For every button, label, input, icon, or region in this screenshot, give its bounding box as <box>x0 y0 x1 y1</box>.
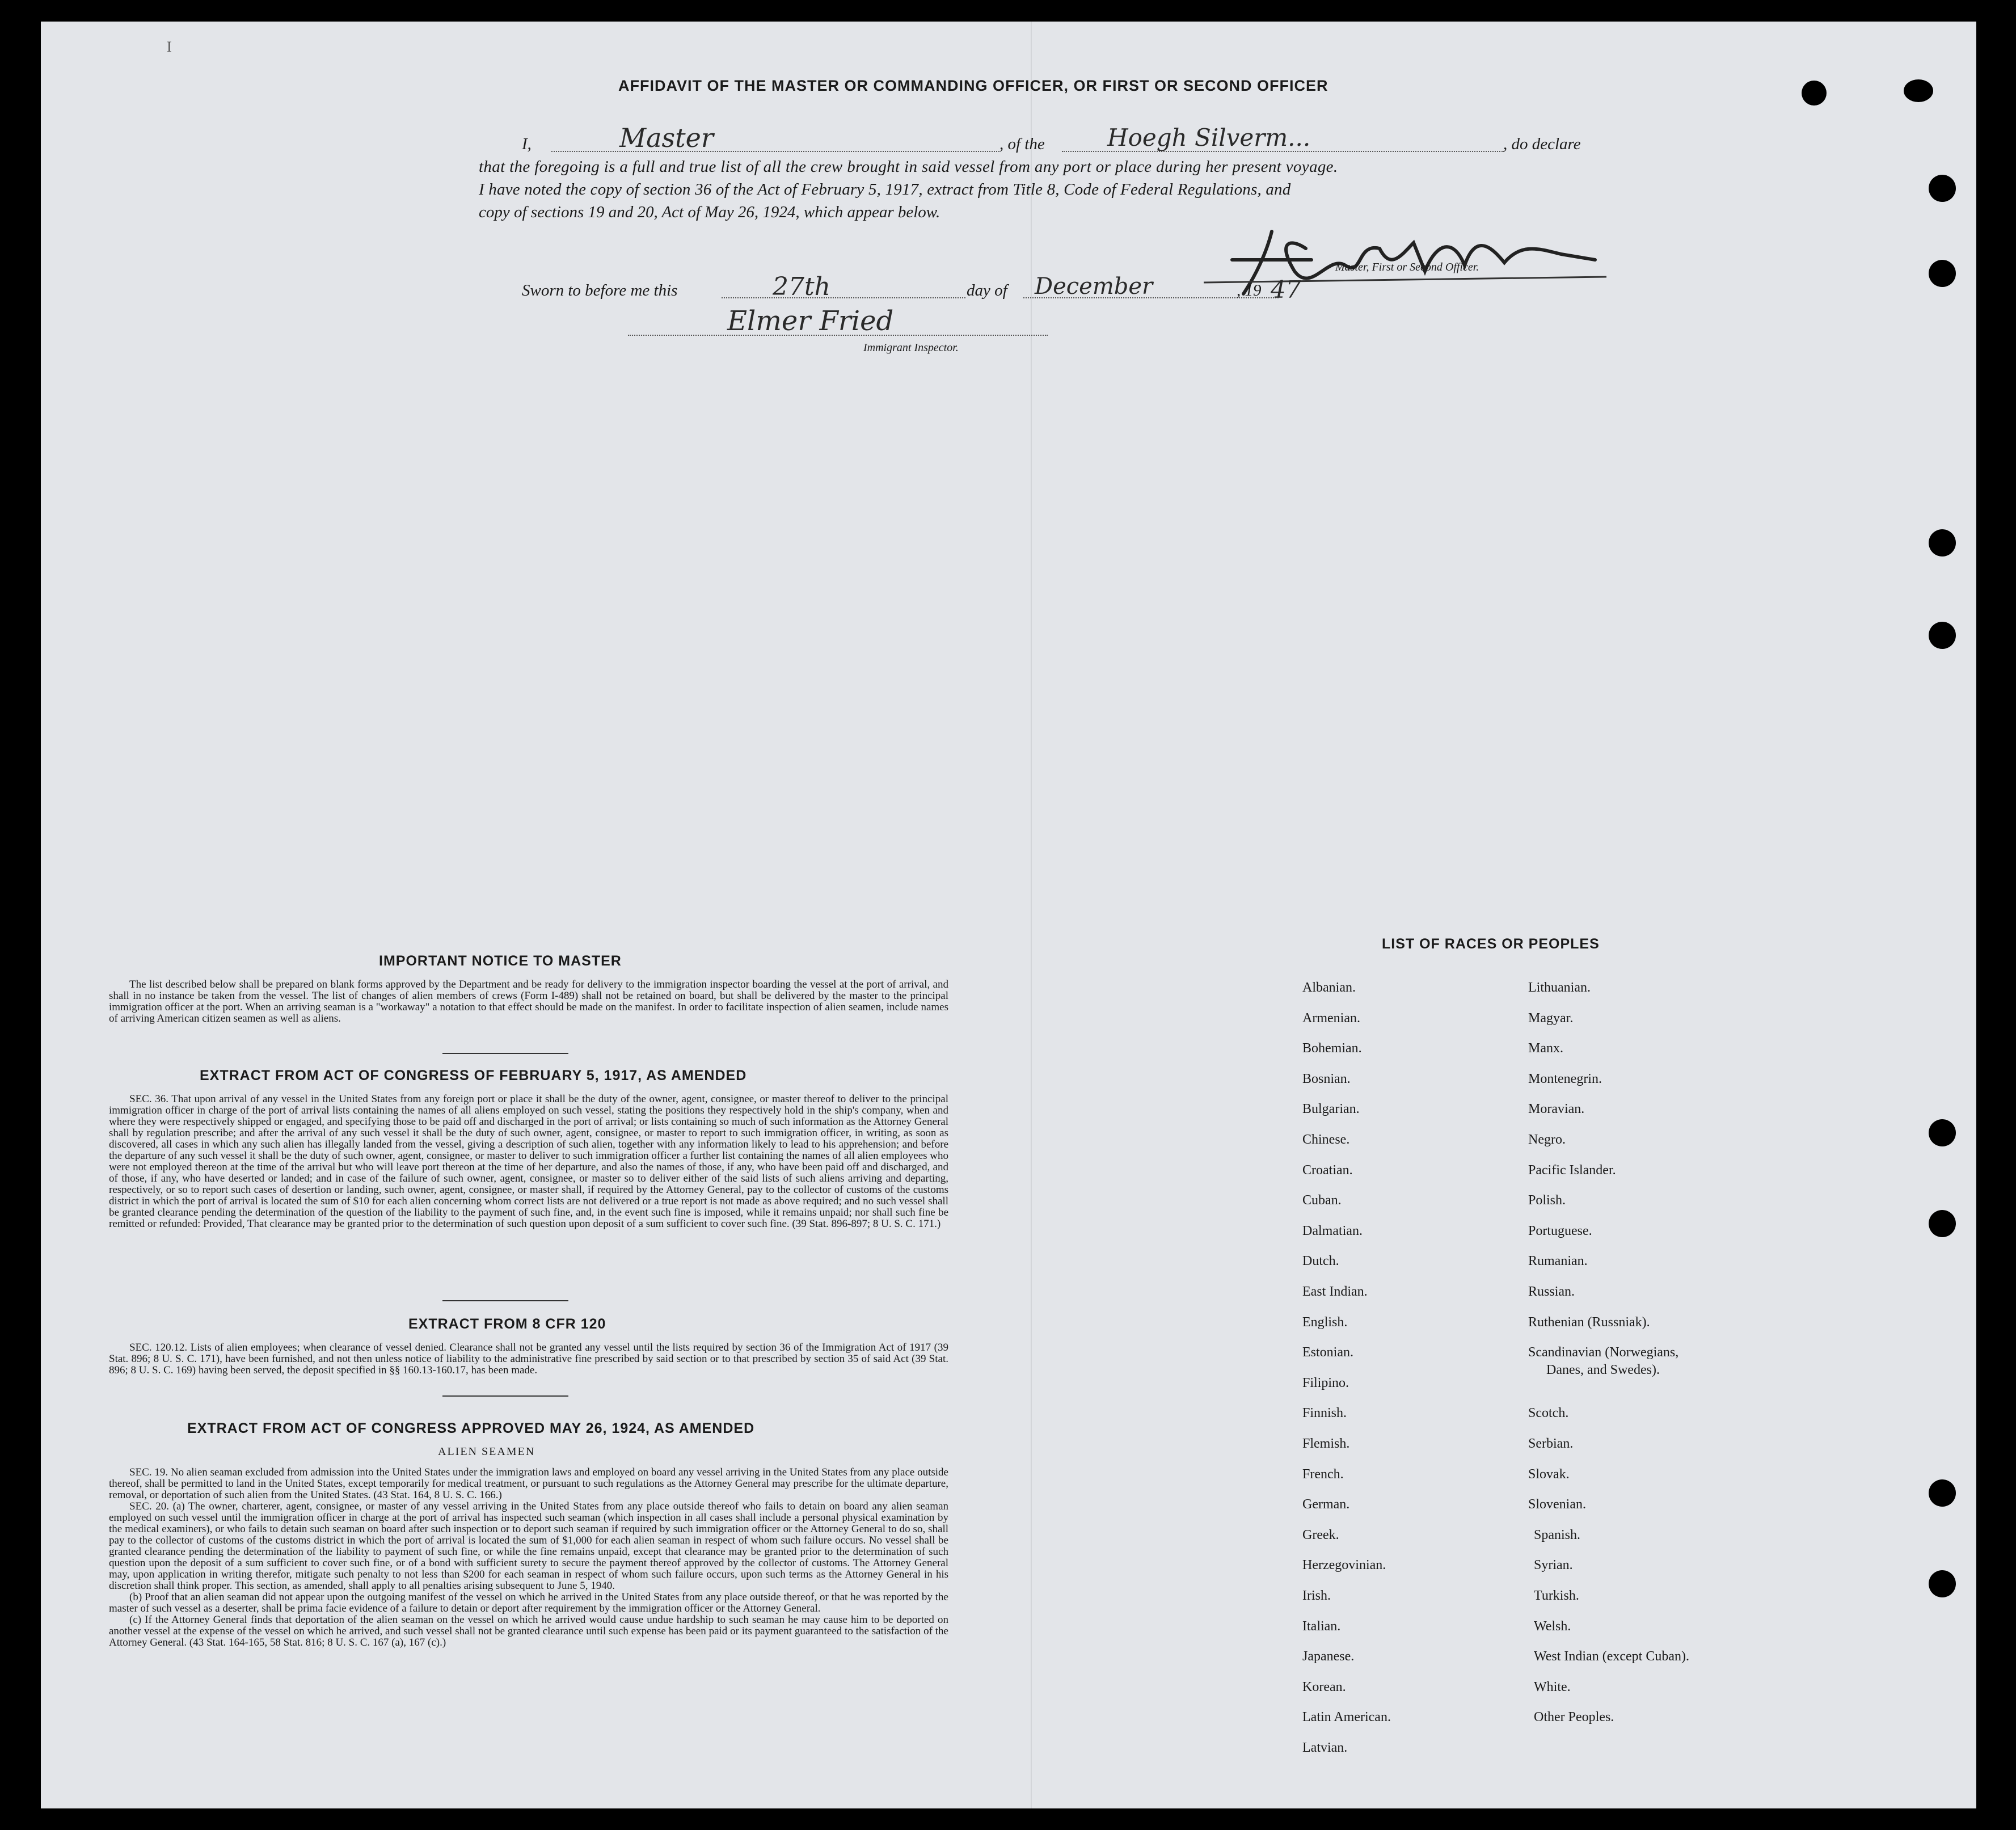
sworn-day-blank <box>722 297 965 298</box>
notice-title: IMPORTANT NOTICE TO MASTER <box>379 953 622 969</box>
punch-hole <box>1929 1570 1956 1597</box>
race-left: Korean. <box>1302 1680 1346 1694</box>
race-right: Montenegrin. <box>1528 1072 1602 1086</box>
race-right: Syrian. <box>1534 1558 1573 1572</box>
extract-1924-title: EXTRACT FROM ACT OF CONGRESS APPROVED MAY 26, 1924, AS AMENDED <box>187 1420 755 1436</box>
race-right: Negro. <box>1528 1132 1566 1147</box>
race-left: East Indian. <box>1302 1284 1368 1299</box>
master-caption: Master, First or Second Officer. <box>1335 261 1479 273</box>
race-left: Cuban. <box>1302 1193 1342 1208</box>
race-left: Bosnian. <box>1302 1072 1351 1086</box>
extract-1917-title: EXTRACT FROM ACT OF CONGRESS OF FEBRUARY 5, 1917, AS AMENDED <box>200 1068 747 1083</box>
extract-cfr-text <box>109 1342 948 1376</box>
race-left: Herzegovinian. <box>1302 1558 1386 1572</box>
punch-hole <box>1929 260 1956 287</box>
sec36-paragraph: SEC. 36. That upon arrival of any vessel in the United States from any foreign port or place it shall be the duty of the owner, agent, consignee, or master thereof to deliver to the principal immigration officer in charge of the port of arrival lists containing the names of all aliens employed on such vessel, stating the positions they respectively hold in the ship's company, when and where they were respectively shipped or engaged, and specifying those to be paid off and discharged in the port of arrival; or lists containing so much of such information as the Attorney General shall by regulation prescribe; and after the arrival of any such vessel it shall be the duty of such owner, agent, consignee, or master to report to such immigration officer, in writing, as soon as discovered, all cases in which any such alien has illegally landed from the vessel, giving a description of such alien, together with any information likely to lead to his apprehension; and before the departure of any such vessel it shall be the duty of such owner, agent, consignee, or master to deliver to such immigration officer a further list containing the names of all alien employees who were not employed thereon at the time of the arrival but who will leave port thereon at the time of her departure, and also the names of those, if any, who have been paid off and discharged, and of those, if any, who have deserted or landed; and in case of the failure of such owner, agent, consignee, or master so to deliver either of the said lists of such aliens arriving and departing, respectively, or so to report such cases of desertion or landing, such owner, agent, consignee, or master shall, if required by the Attorney General, pay to the collector of customs of the customs district in which the port of arrival is located the sum of $10 for each alien concerning whom correct lists are not delivered or a true report is not made as above required; and no such vessel shall be granted clearance pending the determination of the question of the liability to the payment of such fine, and, in the event such fine is imposed, while it remains unpaid; nor shall such fine be remitted or refunded: Provided, That clearance may be granted prior to the determination of such question upon deposit of a sum sufficient to cover such fine. (39 Stat. 896-897; 8 U. S. C. 171.) <box>109 1093 948 1230</box>
affidavit-title: AFFIDAVIT OF THE MASTER OR COMMANDING OFFICER, OR FIRST OR SECOND OFFICER <box>618 77 1328 94</box>
race-right: Ruthenian (Russniak). <box>1528 1315 1650 1330</box>
sec20a-paragraph: SEC. 20. (a) The owner, charterer, agent, consignee, or master of any vessel arriving in the United States from any place outside thereof who fails to detain on board any alien seaman employed on such vessel until the immigration officer in charge at the port of arrival has inspected such seaman (which inspection in all cases shall include a personal physical examination by the medical examiners), or who fails to detain such seaman on board after such inspection or to deport such seaman if required by such immigration officer or the Attorney General to do so, shall pay to the collector of customs of the customs district in which the port of arrival is located the sum of $1,000 for each alien seaman in respect of whom such failure occurs. No vessel shall be granted clearance pending the determination of the liability to payment of such fine, or while the fine remains unpaid, except that clearance may be granted prior to the determination of such question upon the deposit of a sum sufficient to cover such fine, or of a bond with sufficient surety to secure the payment thereof approved by the collector of customs. The Attorney General may, upon application in writing therefor, mitigate such penalty to not less than $200 for each seaman in respect of whom such failure occurs, upon such terms as the Attorney General in his discretion shall think proper. This section, as amended, shall apply to all penalties arising subsequent to June 5, 1940. <box>109 1500 948 1592</box>
inspector-blank <box>628 335 1048 336</box>
race-right: Slovenian. <box>1528 1497 1586 1512</box>
race-left: Armenian. <box>1302 1011 1360 1026</box>
day-of-label: day of <box>967 281 1007 300</box>
race-left: Greek. <box>1302 1528 1339 1542</box>
race-right: Other Peoples. <box>1534 1710 1614 1724</box>
divider <box>442 1395 568 1397</box>
punch-hole <box>1802 81 1827 106</box>
race-left: Filipino. <box>1302 1376 1349 1390</box>
race-left: Irish. <box>1302 1588 1331 1603</box>
year-handwritten: 47 <box>1271 276 1301 303</box>
race-right: Pacific Islander. <box>1528 1163 1616 1178</box>
extract-1924-text <box>109 1467 948 1648</box>
master-name-handwritten: Master <box>619 123 714 153</box>
race-right: Polish. <box>1528 1193 1566 1208</box>
race-left: Dutch. <box>1302 1254 1339 1268</box>
race-right: Rumanian. <box>1528 1254 1588 1268</box>
race-left: Albanian. <box>1302 980 1356 995</box>
race-left: Italian. <box>1302 1619 1341 1634</box>
affidavit-line-1: that the foregoing is a full and true list of all the crew brought in said vessel from any port or place during her present voyage. <box>479 158 1338 176</box>
name-blank <box>551 151 999 152</box>
race-right: Danes, and Swedes). <box>1546 1363 1660 1377</box>
sec20b-paragraph: (b) Proof that an alien seaman did not appear upon the outgoing manifest of the vessel on which he arrived in the United States from any place outside thereof, or that he was reported by the master of such vessel as a deserter, shall be prima facie evidence of a failure to detain or deport after requirement by the immigration officer or the Attorney General. <box>109 1591 948 1614</box>
race-left: Bulgarian. <box>1302 1102 1360 1116</box>
race-left: Finnish. <box>1302 1406 1347 1420</box>
race-right: Russian. <box>1528 1284 1575 1299</box>
punch-hole <box>1929 1119 1956 1146</box>
race-left: Bohemian. <box>1302 1041 1362 1056</box>
punch-hole <box>1929 175 1956 202</box>
race-right: Portuguese. <box>1528 1224 1592 1238</box>
page-mark: I <box>167 39 172 55</box>
race-right: Serbian. <box>1528 1436 1574 1451</box>
vessel-name-handwritten: Hoegh Silverm... <box>1107 124 1311 151</box>
race-right: Lithuanian. <box>1528 980 1591 995</box>
race-left: Dalmatian. <box>1302 1224 1363 1238</box>
divider <box>442 1053 568 1054</box>
extract-1917-text <box>109 1094 948 1230</box>
race-left: German. <box>1302 1497 1350 1512</box>
document-sheet <box>41 22 1976 1808</box>
race-left: Japanese. <box>1302 1649 1355 1664</box>
affidavit-i-label: I, <box>522 135 532 153</box>
race-right: Manx. <box>1528 1041 1563 1056</box>
race-right: White. <box>1534 1680 1571 1694</box>
punch-hole <box>1929 622 1956 649</box>
do-declare-label: , do declare <box>1503 135 1581 153</box>
sec120-paragraph: SEC. 120.12. Lists of alien employees; when clearance of vessel denied. Clearance shall not be granted any vessel until the lists required by section 36 of the Immigration Act of 1917 (39 Stat. 896; 8 U. S. C. 171), have been furnished, and not then unless notice of liability to the administrative fine prescribed by said section or to that prescribed by section 35 of said Act (39 Stat. 896; 8 U. S. C. 169) having been served, the deposit specified in §§ 160.13-160.17, has been made. <box>109 1342 948 1376</box>
alien-seamen-subtitle: ALIEN SEAMEN <box>438 1445 535 1458</box>
fold-line <box>1031 22 1032 1808</box>
of-the-label: , of the <box>999 135 1045 153</box>
race-right: Turkish. <box>1534 1588 1579 1603</box>
races-title: LIST OF RACES OR PEOPLES <box>1382 936 1600 952</box>
punch-hole <box>1929 1210 1956 1237</box>
divider <box>442 1300 568 1301</box>
sec19-paragraph: SEC. 19. No alien seaman excluded from admission into the United States under the immigration laws and employed on board any vessel arriving in the United States from any place outside thereof, shall be permitted to land in the United States, except temporarily for medical treatment, or pursuant to such regulations as the Attorney General may prescribe for the ultimate departure, removal, or deportation of such alien from the United States. (43 Stat. 164, 8 U. S. C. 166.) <box>109 1466 948 1501</box>
race-left: French. <box>1302 1467 1344 1482</box>
affidavit-line-2: I have noted the copy of section 36 of the Act of February 5, 1917, extract from Title 8, Code of Federal Regulations, and <box>479 180 1291 199</box>
punch-hole <box>1929 529 1956 556</box>
punch-hole <box>1904 79 1933 102</box>
race-right: Slovak. <box>1528 1467 1570 1482</box>
race-right: West Indian (except Cuban). <box>1534 1649 1689 1664</box>
sec20c-paragraph: (c) If the Attorney General finds that deportation of the alien seaman on the vessel on which he arrived would cause undue hardship to such seaman he may cause him to be deported on another vessel at the expense of the vessel on which he arrived, and such vessel shall not be granted clearance until such expense has been paid or its payment guaranteed to the satisfaction of the Attorney General. (43 Stat. 164-165, 58 Stat. 816; 8 U. S. C. 167 (a), 167 (c).) <box>109 1614 948 1648</box>
notice-paragraph: The list described below shall be prepared on blank forms approved by the Department and be ready for delivery to the immigration inspector boarding the vessel at the port of arrival, and shall in no instance be taken from the vessel. The list of changes of alien members of crews (Form I-489) shall not be retained on board, but shall be delivered by the master to the principal immigration officer at the port. When an arriving seaman is a "workaway" a notation to that effect should be made on the manifest. In order to facilitate inspection of alien seamen, include names of arriving American citizen seamen as well as aliens. <box>109 979 948 1024</box>
race-left: Croatian. <box>1302 1163 1353 1178</box>
notice-text <box>109 979 948 1024</box>
race-left: Estonian. <box>1302 1345 1353 1360</box>
race-right: Welsh. <box>1534 1619 1571 1634</box>
race-left: Latin American. <box>1302 1710 1391 1724</box>
race-left: Chinese. <box>1302 1132 1350 1147</box>
year-prefix: , 19 <box>1237 281 1262 300</box>
inspector-signature: Elmer Fried <box>727 305 894 337</box>
race-right: Scandinavian (Norwegians, <box>1528 1345 1679 1360</box>
race-right: Magyar. <box>1528 1011 1574 1026</box>
inspector-caption: Immigrant Inspector. <box>863 341 959 354</box>
sworn-day-handwritten: 27th <box>773 272 831 301</box>
race-right: Spanish. <box>1534 1528 1581 1542</box>
affidavit-line-3: copy of sections 19 and 20, Act of May 26, 1924, which appear below. <box>479 203 940 221</box>
race-left: English. <box>1302 1315 1348 1330</box>
punch-hole <box>1929 1479 1956 1507</box>
sworn-label: Sworn to before me this <box>522 281 678 300</box>
race-right: Moravian. <box>1528 1102 1585 1116</box>
extract-cfr-title: EXTRACT FROM 8 CFR 120 <box>408 1316 606 1332</box>
race-right: Scotch. <box>1528 1406 1569 1420</box>
race-left: Latvian. <box>1302 1740 1348 1755</box>
month-handwritten: December <box>1035 273 1153 300</box>
race-left: Flemish. <box>1302 1436 1350 1451</box>
